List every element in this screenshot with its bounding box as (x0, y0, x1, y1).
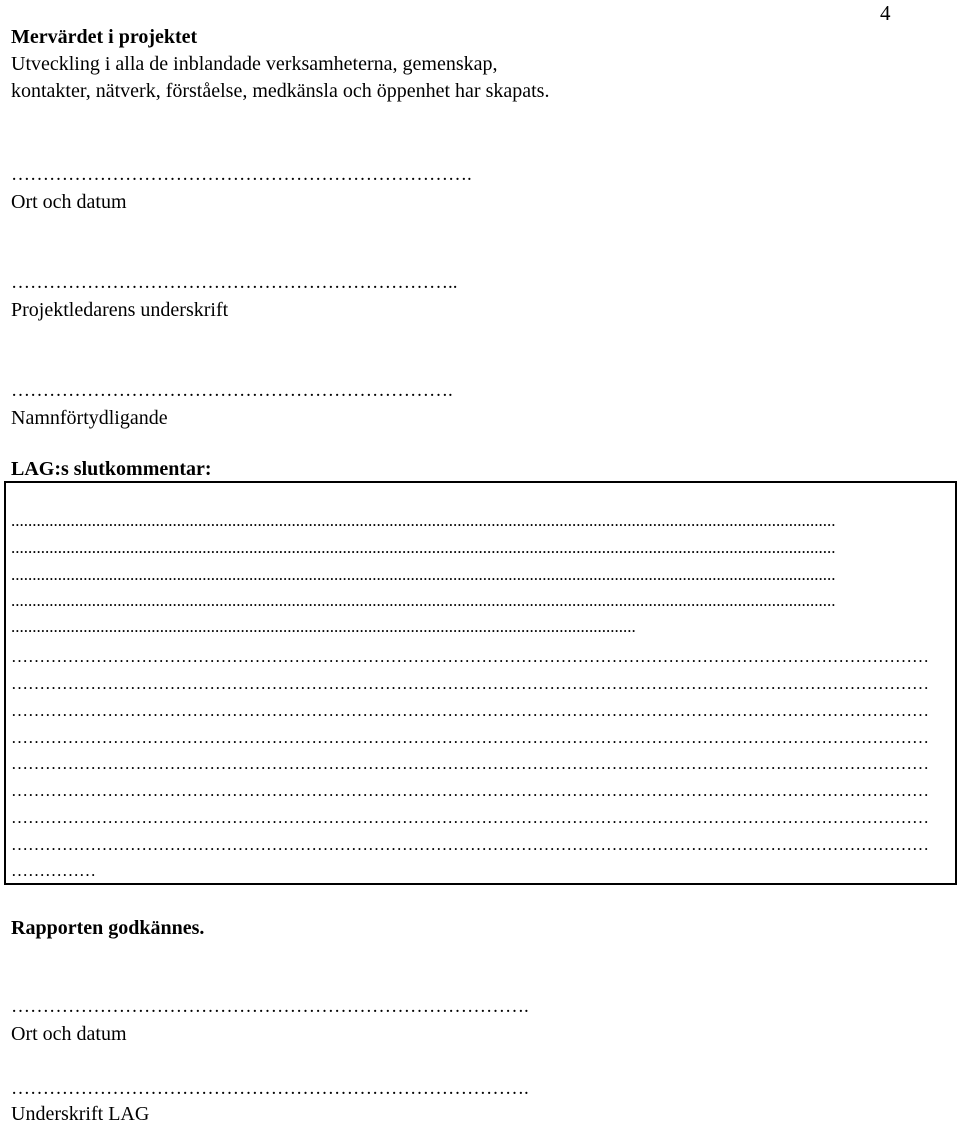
place-date-label: Ort och datum (11, 191, 127, 213)
comment-ellipsis-line: ……………………………………………………………………………………………………………………………………………… (11, 754, 929, 773)
comment-dot-line-short: ................................................................................................................................................... (11, 617, 636, 636)
comment-dot-line: .................................................................................................................................................................................................. (11, 511, 836, 530)
value-text-line-2: kontakter, nätverk, förståelse, medkänsla och öppenhet har skapats. (11, 80, 550, 102)
value-heading: Mervärdet i projektet (11, 26, 198, 48)
comment-ellipsis-line: ……………………………………………………………………………………………………………………………………………… (11, 647, 929, 666)
comment-ellipsis-line: ……………………………………………………………………………………………………………………………………………… (11, 701, 929, 720)
value-text-line-1: Utveckling i alla de inblandade verksamheterna, gemenskap, (11, 53, 498, 75)
lag-comment-box[interactable] (4, 481, 957, 885)
leader-signature-dotted-line: …………………………………………………………….. (11, 272, 458, 293)
comment-ellipsis-line: ……………………………………………………………………………………………………………………………………………… (11, 808, 929, 827)
place-date-dotted-line: ………………………………………………………………. (11, 164, 472, 185)
name-clarification-dotted-line: ……………………………………………………………. (11, 380, 453, 401)
approval-place-date-dotted-line: ………………………………………………………………………. (11, 996, 529, 1017)
lag-comment-heading: LAG:s slutkommentar: (11, 458, 212, 480)
page-number: 4 (880, 1, 891, 25)
comment-ellipsis-line: ……………………………………………………………………………………………………………………………………………… (11, 781, 929, 800)
approval-place-date-label: Ort och datum (11, 1023, 127, 1045)
name-clarification-label: Namnförtydligande (11, 407, 168, 429)
comment-ellipsis-line: ……………………………………………………………………………………………………………………………………………… (11, 835, 929, 854)
comment-ellipsis-line-short: …………… (11, 861, 96, 880)
approval-heading: Rapporten godkännes. (11, 917, 205, 939)
leader-signature-label: Projektledarens underskrift (11, 299, 229, 321)
lag-signature-label: Underskrift LAG (11, 1103, 150, 1125)
comment-dot-line: .................................................................................................................................................................................................. (11, 591, 836, 610)
comment-ellipsis-line: ……………………………………………………………………………………………………………………………………………… (11, 728, 929, 747)
comment-dot-line: .................................................................................................................................................................................................. (11, 565, 836, 584)
comment-ellipsis-line: ……………………………………………………………………………………………………………………………………………… (11, 674, 929, 693)
lag-signature-dotted-line: ………………………………………………………………………. (11, 1078, 529, 1099)
comment-dot-line: .................................................................................................................................................................................................. (11, 538, 836, 557)
